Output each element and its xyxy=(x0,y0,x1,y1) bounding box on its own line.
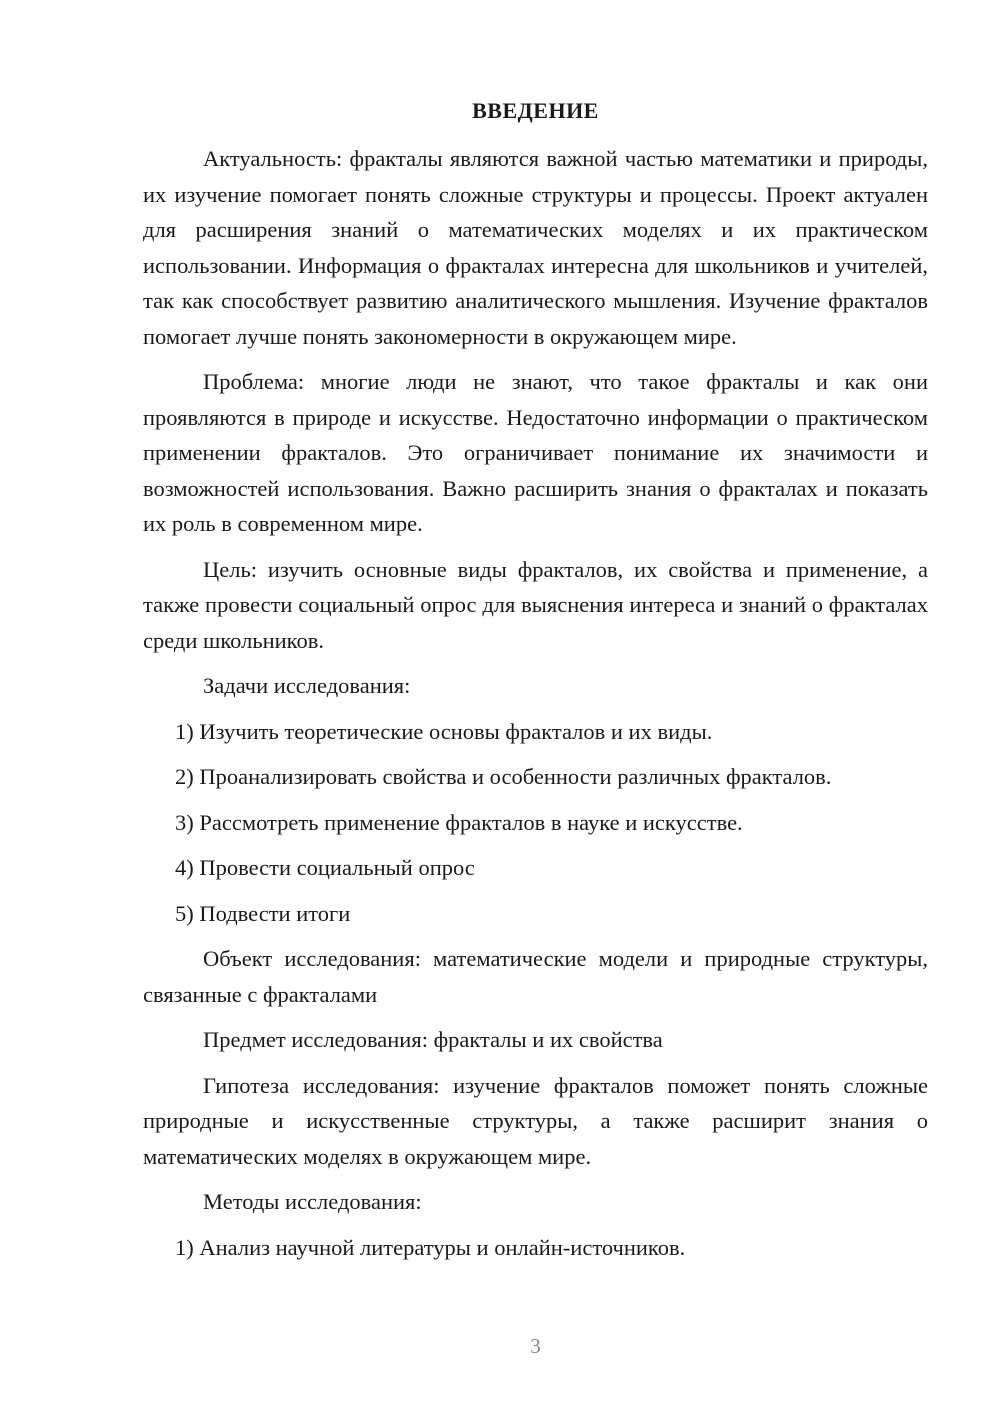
page-number: 3 xyxy=(530,1334,541,1358)
task-item: 5) Подвести итоги xyxy=(175,900,351,926)
paragraph-hypothesis: Гипотеза исследования: изучение фракталов поможет понять сложные природные и искусственные структуры, а также расширит знания о математических моделях в окружающем мире. xyxy=(143,1072,928,1169)
document-body xyxy=(143,141,928,1265)
paragraph-subject: Предмет исследования: фракталы и их свойства xyxy=(203,1027,663,1052)
methods-heading: Методы исследования: xyxy=(203,1189,422,1214)
paragraph-object: Объект исследования: математические модели и природные структуры, связанные с фракталами xyxy=(143,946,928,1007)
task-item: 1) Изучить теоретические основы фракталов и их виды. xyxy=(175,718,713,744)
document-page xyxy=(143,0,928,1414)
task-item: 4) Провести социальный опрос xyxy=(175,855,475,880)
page-title: ВВЕДЕНИЕ xyxy=(472,98,599,123)
tasks-heading: Задачи исследования: xyxy=(203,673,411,698)
task-item: 2) Проанализировать свойства и особенности различных фракталов. xyxy=(175,764,832,789)
method-item: 1) Анализ научной литературы и онлайн-источников. xyxy=(175,1234,686,1260)
paragraph-problem: Проблема: многие люди не знают, что такое фракталы и как они проявляются в природе и искусстве. Недостаточно информации о практическом применении фракталов. Это ограничивает понимание их значимости и возможностей использования. Важно расширить знания о фракталах и показать их роль в современном мире. xyxy=(143,369,928,536)
paragraph-relevance: Актуальность: фракталы являются важной частью математики и природы, их изучение помогает понять сложные структуры и процессы. Проект актуален для расширения знаний о математических моделях и их практическом использовании. Информация о фракталах интересна для школьников и учителей, так как способствует развитию аналитического мышления. Изучение фракталов помогает лучше понять закономерности в окружающем мире. xyxy=(143,146,928,349)
paragraph-goal: Цель: изучить основные виды фракталов, их свойства и применение, а также провести социальный опрос для выяснения интереса и знаний о фракталах среди школьников. xyxy=(143,556,928,653)
task-item: 3) Рассмотреть применение фракталов в науке и искусстве. xyxy=(175,809,743,835)
